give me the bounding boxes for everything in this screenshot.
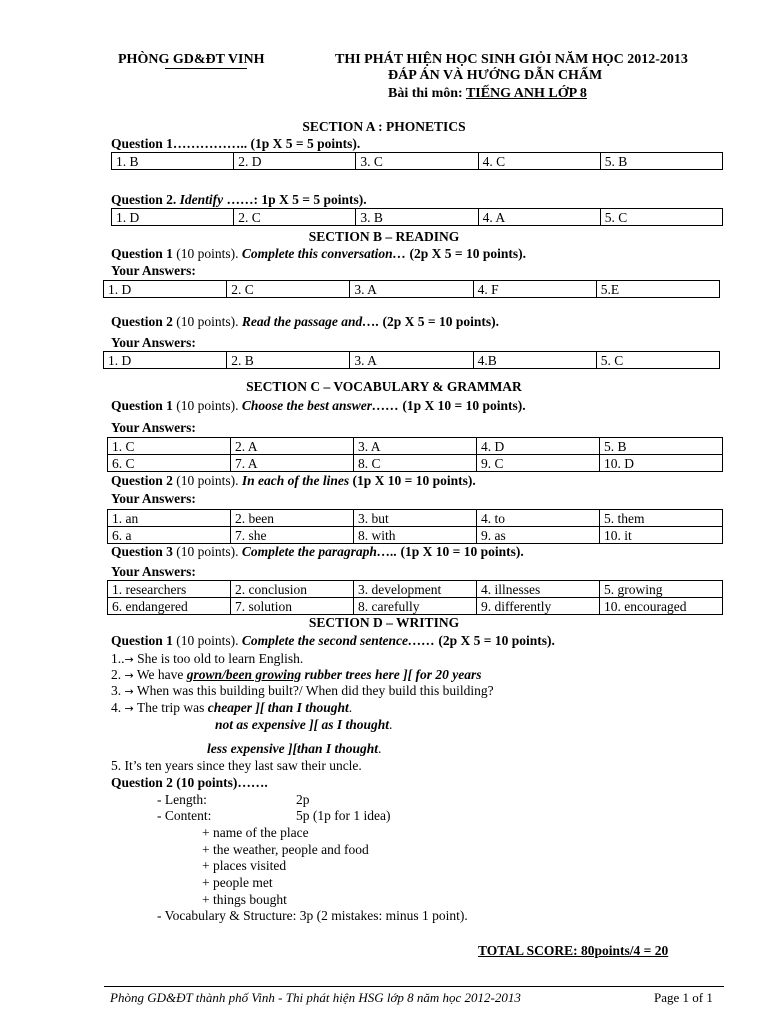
answer-line-2: 2. → We have grown/been growing rubber trees here ][ for 20 years — [111, 667, 482, 682]
section-c-question-2: Question 2 (10 points). In each of the lines (1p X 10 = 10 points). — [111, 473, 476, 488]
answer-cell: 5. B — [600, 153, 722, 170]
answer-cell: 9. C — [477, 455, 600, 472]
content-value: 5p (1p for 1 idea) — [296, 808, 391, 823]
answer-cell: 7. she — [231, 527, 354, 544]
answer-cell: 4. F — [473, 281, 596, 298]
answer-cell: 4.B — [473, 352, 596, 369]
idea-item: + places visited — [202, 858, 287, 873]
answer-cell: 3. C — [356, 153, 478, 170]
answer-cell: 3. development — [354, 581, 477, 598]
length-label: - Length: — [157, 792, 207, 807]
section-a-title: SECTION A : PHONETICS — [302, 119, 466, 134]
section-b-title: SECTION B – READING — [308, 229, 460, 244]
school-office: PHÒNG GD&ĐT VINH — [118, 52, 265, 67]
answer-cell: 8. with — [354, 527, 477, 544]
answer-cell: 6. C — [108, 455, 231, 472]
answer-cell: 3. A — [354, 438, 477, 455]
answer-cell: 2. C — [227, 281, 350, 298]
footer-divider — [104, 986, 724, 987]
answer-cell: 2. C — [234, 209, 356, 226]
idea-item: + things bought — [202, 892, 287, 907]
answer-cell: 8. C — [354, 455, 477, 472]
arrow-icon: → — [124, 685, 134, 698]
answer-cell: 2. been — [231, 510, 354, 527]
section-d-title: SECTION D – WRITING — [308, 615, 460, 630]
answer-cell: 3. but — [354, 510, 477, 527]
answer-cell: 4. C — [478, 153, 600, 170]
answer-line-4-alt-2: less expensive ][than I thought. — [207, 741, 382, 756]
total-score: TOTAL SCORE: 80points/4 = 20 — [478, 943, 669, 958]
answer-cell: 3. B — [356, 209, 478, 226]
section-c-q3-answers — [107, 580, 723, 615]
answer-cell: 5. them — [600, 510, 723, 527]
answer-cell: 6. a — [108, 527, 231, 544]
section-c-question-1: Question 1 (10 points). Choose the best answer…… (1p X 10 = 10 points). — [111, 398, 526, 413]
answer-cell: 7. solution — [231, 598, 354, 615]
answer-line-3: 3. → When was this building built?/ When did they build this building? — [111, 683, 494, 698]
section-b-q1-answers — [103, 280, 720, 298]
answer-cell: 5.E — [596, 281, 719, 298]
section-c-q2-answers — [107, 509, 723, 544]
answer-cell: 10. D — [600, 455, 723, 472]
arrow-icon: → — [124, 702, 134, 715]
answer-cell: 1. D — [112, 209, 234, 226]
answer-line-5: 5. It’s ten years since they last saw their uncle. — [111, 758, 362, 773]
arrow-icon: → — [124, 669, 134, 682]
header-underline — [165, 68, 247, 69]
answer-cell: 6. endangered — [108, 598, 231, 615]
answer-cell: 9. differently — [477, 598, 600, 615]
answer-cell: 9. as — [477, 527, 600, 544]
answer-cell: 8. carefully — [354, 598, 477, 615]
answer-cell: 5. C — [600, 209, 722, 226]
idea-item: + name of the place — [202, 825, 309, 840]
answer-cell: 4. to — [477, 510, 600, 527]
answer-cell: 5. C — [596, 352, 719, 369]
answer-cell: 1. C — [108, 438, 231, 455]
answer-cell: 10. it — [600, 527, 723, 544]
idea-item: + people met — [202, 875, 273, 890]
answer-cell: 2. B — [227, 352, 350, 369]
your-answers-label: Your Answers: — [111, 564, 196, 579]
answer-cell: 4. illnesses — [477, 581, 600, 598]
section-a-question-1: Question 1…………….. (1p X 5 = 5 points). — [111, 136, 361, 151]
section-c-question-3: Question 3 (10 points). Complete the paragraph….. (1p X 10 = 10 points). — [111, 544, 524, 559]
answer-cell: 10. encouraged — [600, 598, 723, 615]
answer-line-4-alt-1: not as expensive ][ as I thought. — [215, 717, 393, 732]
answer-cell: 1. D — [104, 352, 227, 369]
idea-item: + the weather, people and food — [202, 842, 369, 857]
subject-line: Bài thi môn: TIẾNG ANH LỚP 8 — [388, 86, 587, 101]
your-answers-label: Your Answers: — [111, 420, 196, 435]
answer-cell: 4. A — [478, 209, 600, 226]
answer-cell: 1. B — [112, 153, 234, 170]
section-a-q1-answers — [111, 152, 723, 170]
section-b-q2-answers — [103, 351, 720, 369]
answer-cell: 2. D — [234, 153, 356, 170]
page-number: Page 1 of 1 — [654, 990, 713, 1005]
answer-cell: 3. A — [350, 281, 473, 298]
content-label: - Content: — [157, 808, 212, 823]
answer-cell: 2. A — [231, 438, 354, 455]
your-answers-label: Your Answers: — [111, 263, 196, 278]
answer-cell: 2. conclusion — [231, 581, 354, 598]
answer-line-4: 4. → The trip was cheaper ][ than I thought. — [111, 700, 353, 715]
answer-cell: 3. A — [350, 352, 473, 369]
section-a-q2-answers — [111, 208, 723, 226]
answer-cell: 1. researchers — [108, 581, 231, 598]
section-a-question-2: Question 2. Identify ……: 1p X 5 = 5 points). — [111, 192, 367, 207]
length-value: 2p — [296, 792, 310, 807]
answer-cell: 5. B — [600, 438, 723, 455]
answer-line-1: 1..→ She is too old to learn English. — [111, 651, 304, 666]
footer-text: Phòng GD&ĐT thành phố Vinh - Thi phát hiện HSG lớp 8 năm học 2012-2013 — [110, 990, 521, 1005]
your-answers-label: Your Answers: — [111, 491, 196, 506]
section-c-title: SECTION C – VOCABULARY & GRAMMAR — [246, 379, 522, 394]
vocab-structure: - Vocabulary & Structure: 3p (2 mistakes: minus 1 point). — [157, 908, 468, 923]
answer-key-title: ĐÁP ÁN VÀ HƯỚNG DẪN CHẤM — [388, 68, 603, 83]
section-b-question-1: Question 1 (10 points). Complete this conversation… (2p X 5 = 10 points). — [111, 246, 526, 261]
answer-cell: 4. D — [477, 438, 600, 455]
exam-title: THI PHÁT HIỆN HỌC SINH GIỎI NĂM HỌC 2012-2013 — [335, 52, 688, 67]
answer-cell: 1. an — [108, 510, 231, 527]
arrow-icon: → — [124, 653, 134, 666]
section-d-question-1: Question 1 (10 points). Complete the second sentence…… (2p X 5 = 10 points). — [111, 633, 555, 648]
section-d-question-2: Question 2 (10 points)……. — [111, 775, 268, 790]
answer-cell: 1. D — [104, 281, 227, 298]
answer-cell: 5. growing — [600, 581, 723, 598]
answer-cell: 7. A — [231, 455, 354, 472]
section-b-question-2: Question 2 (10 points). Read the passage and…. (2p X 5 = 10 points). — [111, 314, 499, 329]
your-answers-label: Your Answers: — [111, 335, 196, 350]
section-c-q1-answers — [107, 437, 723, 472]
